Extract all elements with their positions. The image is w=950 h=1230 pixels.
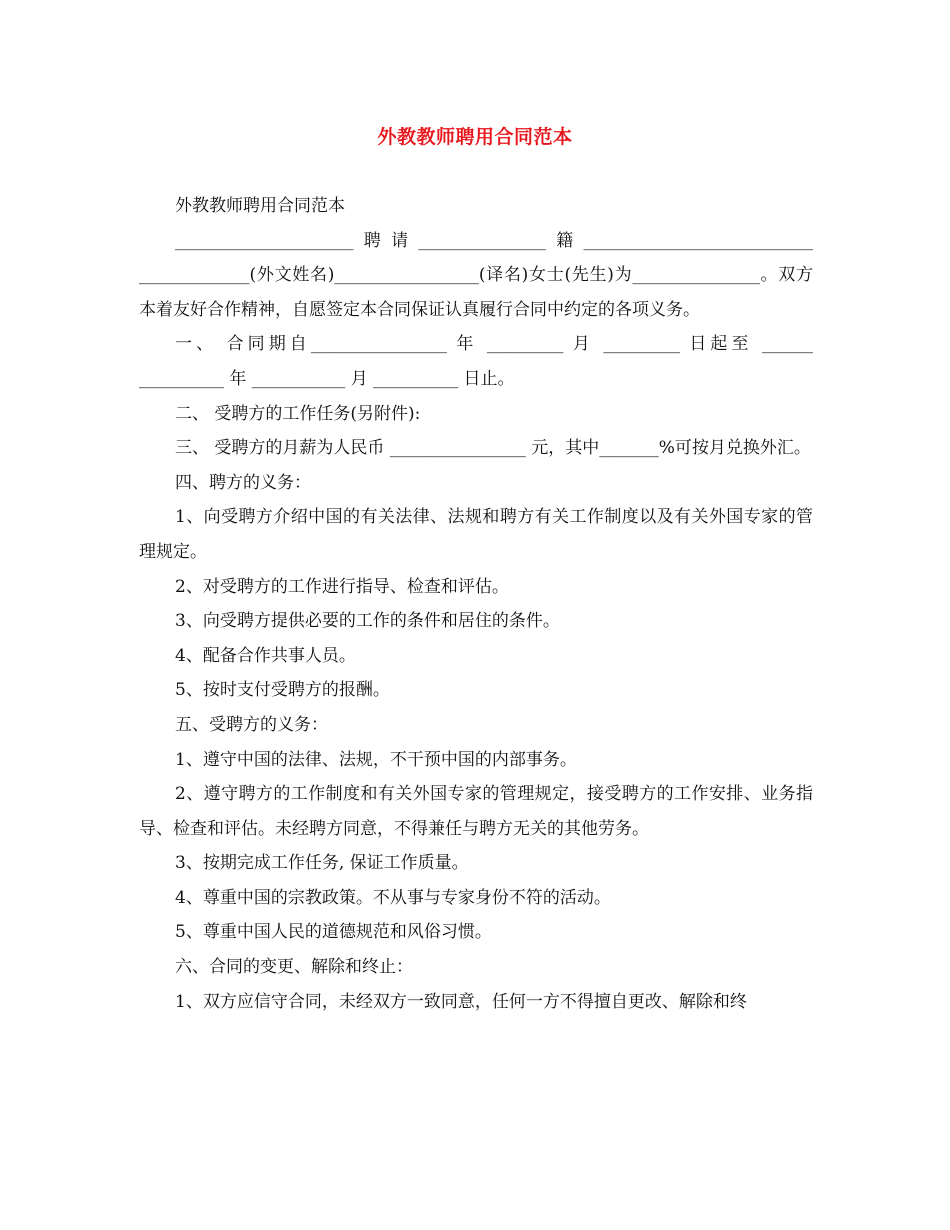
employer-duty-5: 5、按时支付受聘方的报酬。 [175,680,390,701]
document-body [139,189,813,1019]
employer-duty-1: 1、向受聘方介绍中国的有关法律、法规和聘方有关工作制度以及有关外国专家的管理规定。 [139,507,813,562]
paragraph-tasks: 二、 受聘方的工作任务(另附件): [175,403,421,424]
contract-change-1: 1、双方应信守合同，未经双方一致同意，任何一方不得擅自更改、解除和终 [175,991,747,1012]
employee-duty-4: 4、尊重中国的宗教政策。不从事与专家身份不符的活动。 [175,887,611,908]
employer-duty-2: 2、对受聘方的工作进行指导、检查和评估。 [175,576,509,597]
employee-duty-2: 2、遵守聘方的工作制度和有关外国专家的管理规定，接受聘方的工作安排、业务指导、检查和评估。未经聘方同意，不得兼任与聘方无关的其他劳务。 [139,784,813,839]
employee-duty-1: 1、遵守中国的法律、法规，不干预中国的内部事务。 [175,749,577,770]
employer-duty-3: 3、向受聘方提供必要的工作的条件和居住的条件。 [175,611,560,632]
section-employee-duties: 五、受聘方的义务： [175,714,328,735]
employer-duty-4: 4、配备合作共事人员。 [175,645,356,666]
employee-duty-5: 5、尊重中国人民的道德规范和风俗习惯。 [175,922,492,943]
paragraph-heading: 外教教师聘用合同范本 [175,196,345,216]
section-employer-duties: 四、聘方的义务： [175,472,311,493]
paragraph-term: 一、 合同期自________________ 年 _________ 月 _________ 日起至 ______ __________ 年 ___________ 月 __________ 日止。 [139,334,813,389]
section-contract-changes: 六、合同的变更、解除和终止： [175,957,413,978]
document-title: 外教教师聘用合同范本 [377,126,573,148]
paragraph-parties: _____________________聘请_______________籍___________________________ _____________(外文姓名)_________________(译名)女士(先生)为_______________。双方本着友好合作精神，自愿签定本合同保证认真履行合同中约定的各项义务。 [139,230,813,320]
paragraph-salary: 三、 受聘方的月薪为人民币 ________________ 元，其中_______%可按月兑换外汇。 [175,438,811,459]
employee-duty-3: 3、按期完成工作任务, 保证工作质量。 [175,853,469,874]
